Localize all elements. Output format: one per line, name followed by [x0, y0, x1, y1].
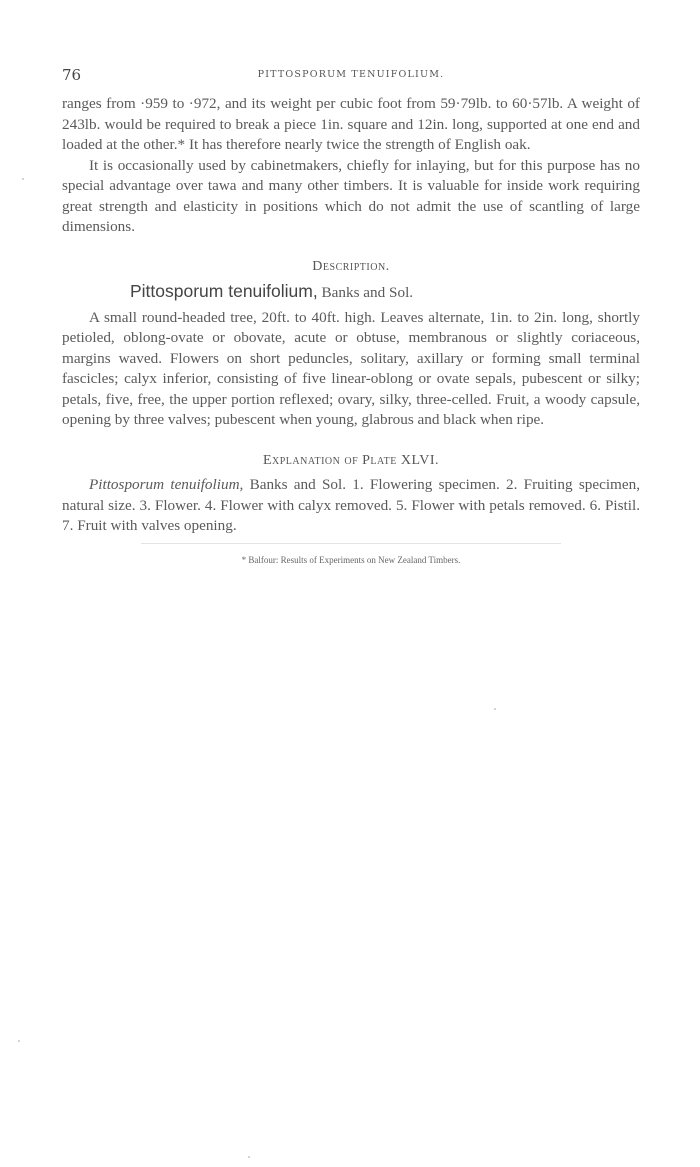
footnote: * Balfour: Results of Experiments on New Zealand Timbers.: [241, 554, 461, 565]
paper-speck: [18, 1040, 20, 1042]
paper-speck: [22, 178, 24, 180]
footnote-rule: [141, 543, 561, 544]
description-heading: Description.: [312, 258, 390, 274]
running-head: [62, 66, 640, 84]
paragraph-strength: ranges from ·959 to ·972, and its weight per cubic foot from 59·79lb. to 60·57lb. A weight of 243lb. would be required to break a piece 1in. square and 12in. long, supported at one end and loaded at the other.* It has therefore nearly twice the strength of English oak.: [62, 95, 640, 153]
species-name: Pittosporum tenuifolium,: [130, 281, 318, 301]
species-authority: Banks and Sol.: [321, 284, 414, 301]
explanation-items: Banks and Sol. 1. Flowering specimen. 2. Fruiting specimen, natural size. 3. Flower. 4. Flower with calyx removed. 5. Flower with petals removed. 6. Pistil. 7. Fruit with valves opening.: [62, 476, 640, 534]
page-number: 76: [62, 66, 82, 84]
paragraph-uses: It is occasionally used by cabinetmakers, chiefly for inlaying, but for this purpose has no special advantage over tawa and many other timbers. It is valuable for inside work requiring great strength and elasticity in positions which do not admit the use of scantling of large dimensions.: [62, 156, 640, 235]
explanation-text: [62, 475, 640, 537]
paper-speck: [494, 708, 496, 710]
running-title: PITTOSPORUM TENUIFOLIUM.: [257, 69, 445, 80]
explanation-species-italic: Pittosporum tenuifolium,: [89, 476, 244, 493]
species-line: [62, 281, 640, 304]
body-text: [62, 94, 640, 570]
description-text: A small round-headed tree, 20ft. to 40ft. high. Leaves alternate, 1in. to 2in. long, shortly petioled, oblong-ovate or obovate, acute or obtuse, membranous or slightly coriaceous, margins waved. Flowers on short peduncles, solitary, axillary or forming small terminal fascicles; calyx inferior, consisting of five linear-oblong or ovate sepals, pubescent or silky; petals, five, free, the upper portion reflexed; ovary, silky, three-celled. Fruit, a woody capsule, opening by three valves; pubescent when young, glabrous and black when ripe.: [62, 308, 640, 428]
paper-speck: [248, 1156, 250, 1158]
explanation-heading: Explanation of Plate XLVI.: [262, 452, 440, 468]
